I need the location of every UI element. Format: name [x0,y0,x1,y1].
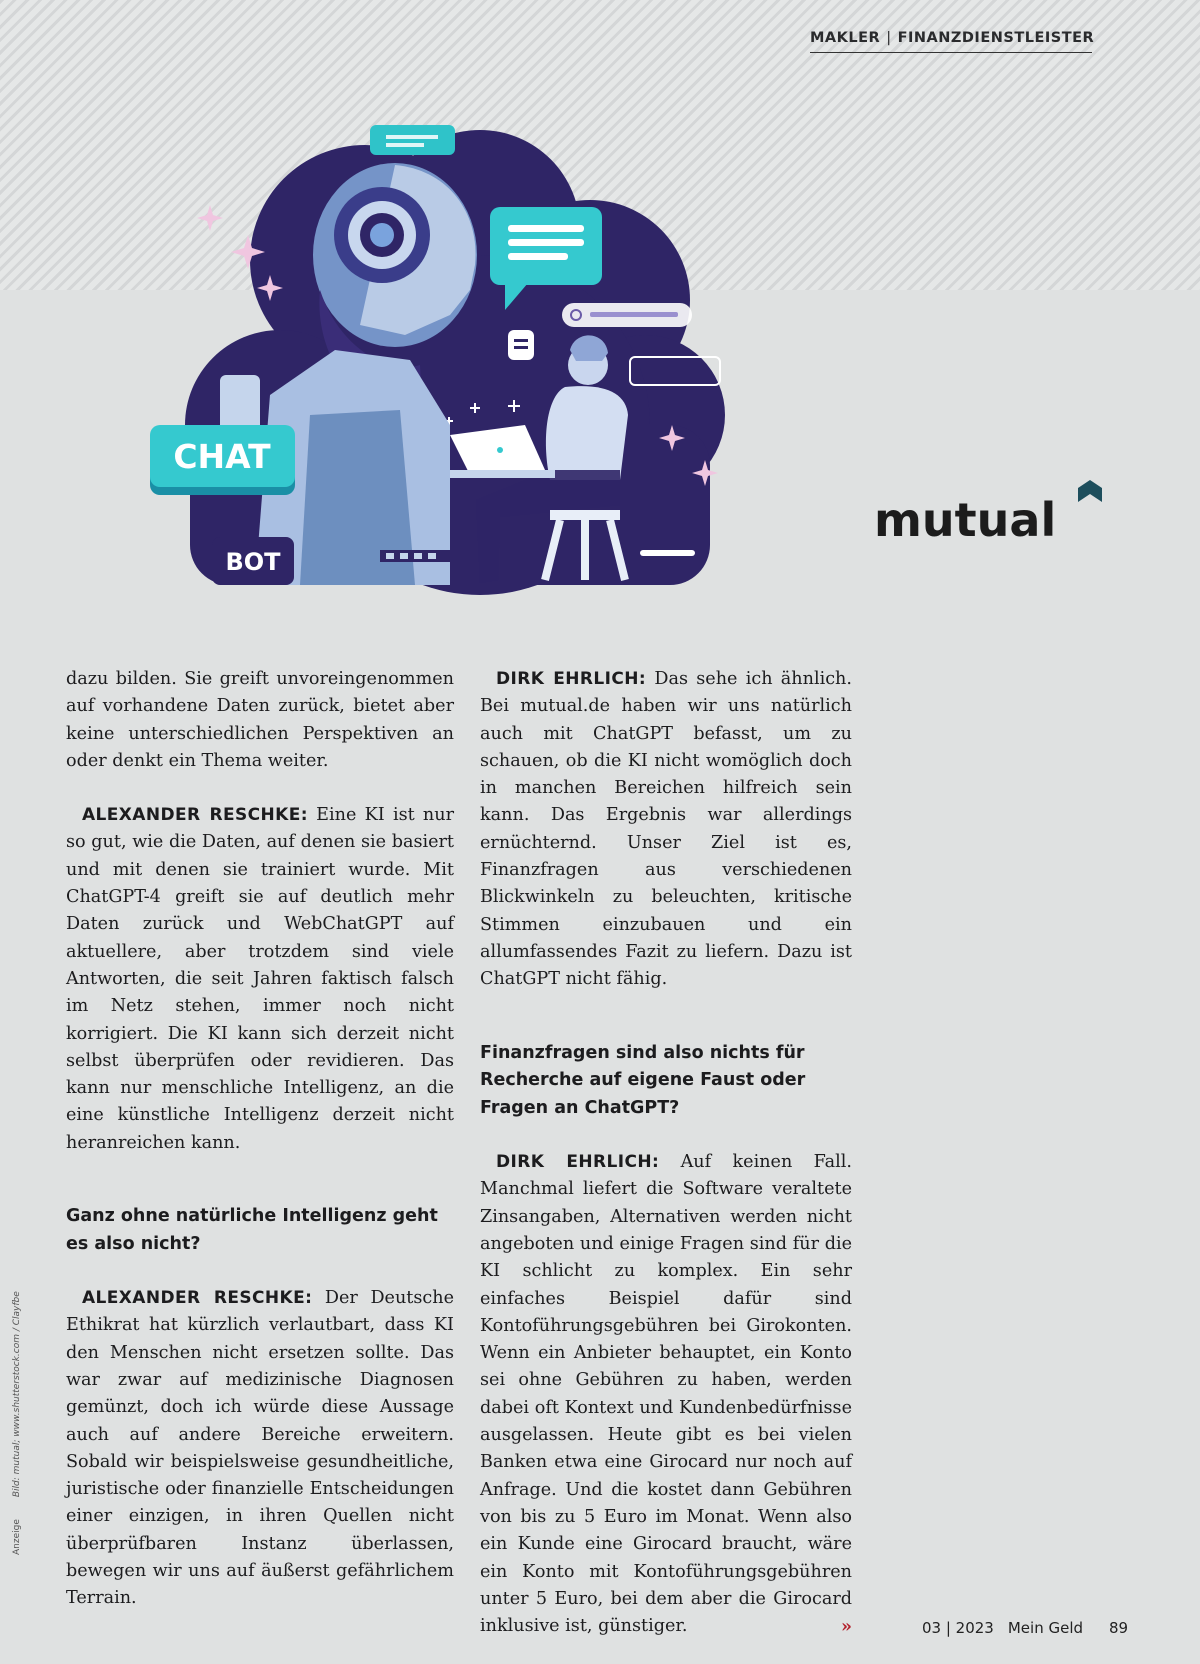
article-column-right [480,666,852,1640]
ad-label: Anzeige [12,1519,22,1555]
paragraph [66,1285,454,1613]
paragraph [66,802,454,1157]
speaker-name: ALEXANDER RESCHKE: [82,1288,313,1309]
paragraph-text: Eine KI ist nur so gut, wie die Daten, auf denen sie basiert und mit denen sie trainiert wurde. Mit ChatGPT-4 greift sie auf deutlich mehr Daten zurück und WebChatGPT auf aktuellere, aber trotzdem sind viele Antworten, die seit Jahren faktisch falsch im Netz stehen, immer noch nicht korrigiert. Die KI kann sich derzeit nicht selbst überprüfen oder revidieren. Das kann nur menschliche Intelligenz, an die eine künstliche Intelligenz derzeit nicht heranreichen kann. [66,805,454,1153]
section-separator: | [886,30,892,46]
interview-question: Finanzfragen sind also nichts für Recherche auf eigene Faust oder Fragen an ChatGPT? [480,1042,806,1118]
speaker-name: DIRK EHRLICH: [496,1152,660,1173]
subsection-name: FINANZDIENSTLEISTER [897,30,1095,46]
chatbot-illustration [150,125,780,625]
bot-label: BOT [225,548,281,576]
side-credit [12,1291,22,1555]
image-credit: Bild: mutual; www.shutterstock.com / Clayfbe [12,1291,22,1498]
logo-mark-icon [1078,480,1102,502]
section-name: MAKLER [810,30,881,46]
page-footer [922,1619,1128,1637]
magazine-name: Mein Geld [1007,1619,1084,1637]
logo-text: mutual [874,493,1057,547]
mutual-logo [870,480,1120,560]
paragraph: dazu bilden. Sie greift unvoreingenommen auf vorhandene Daten zurück, bietet aber keine unterschiedlichen Perspektiven an oder denkt ein Thema weiter. [66,669,454,771]
article-column-left [66,666,454,1613]
chat-label: CHAT [173,437,271,476]
interview-question: Ganz ohne natürliche Intelligenz geht es also nicht? [66,1206,438,1254]
continue-mark: » [841,1616,852,1638]
paragraph [480,666,852,994]
speaker-name: DIRK EHRLICH: [496,669,647,689]
section-label [810,30,1095,53]
paragraph-text: Das sehe ich ähnlich. Bei mutual.de haben wir uns natürlich auch mit ChatGPT befasst, um zu schauen, ob die KI nicht womöglich doch in manchen Bereichen hilfreich sein kann. Das Ergebnis war allerdings ernüchternd. Unser Ziel ist es, Finanzfragen aus verschiedenen Blickwinkeln zu beleuchten, kritische Stimmen einzubauen und ein allumfassendes Fazit zu liefern. Dazu ist ChatGPT nicht fähig. [480,669,852,990]
issue-number: 03 | 2023 [922,1619,994,1637]
paragraph-text: Auf keinen Fall. Manchmal liefert die Software veraltete Zinsangaben, Alternativen werden nicht angeboten und einige Fragen sind für die KI schlicht zu komplex. Ein sehr einfaches Beispiel dafür sind Kontoführungsgebühren bei Girokonten. Wenn ein Anbieter behauptet, ein Konto sei ohne Gebühren zu haben, werden dabei oft Kontext und Kundenbedürfnisse ausgelassen. Heute gibt es bei vielen Banken etwa eine Girocard nur noch auf Anfrage. Und die kostet dann Gebühren von bis zu 5 Euro im Monat. Wenn also ein Kunde eine Girocard braucht, wäre ein Konto mit Kontoführungsgebühren unter 5 Euro, bei dem aber die Girocard inklusive ist, günstiger. [480,1152,852,1637]
speaker-name: ALEXANDER RESCHKE: [82,805,308,826]
paragraph-text: Der Deutsche Ethikrat hat kürzlich verlautbart, dass KI den Menschen nicht ersetzen sollte. Das war zwar auf medizinische Diagnosen gemünzt, doch ich würde diese Aussage auch auf andere Bereiche erweitern. Sobald wir beispielsweise gesundheitliche, juristische oder finanzielle Entscheidungen einer einzigen, in ihren Quellen nicht überprüfbaren Instanz überlassen, bewegen wir uns auf äußerst gefährlichem Terrain. [66,1288,454,1609]
paragraph [480,1149,852,1640]
page-number: 89 [1109,1619,1129,1637]
